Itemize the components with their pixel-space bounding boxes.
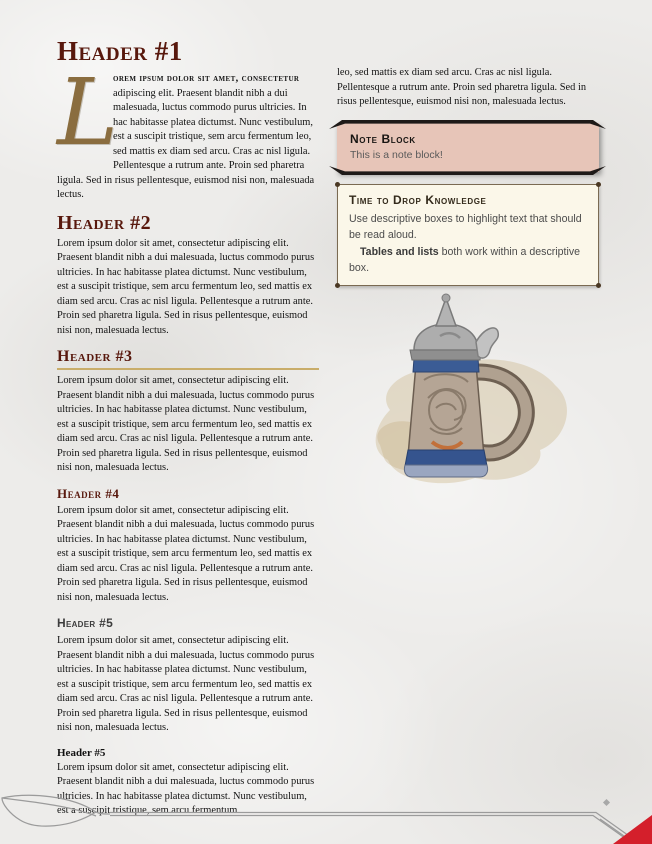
paragraph-text: adipiscing elit. Praesent blandit nibh a dui malesuada, luctus commodo purus ultricies. In hac habitasse platea dictumst. Nunc vestibulum, est a suscipit tristique, sem arcu fermentum leo, sed mattis ex diam sed arcu. Cras ac nisl ligula. Pellentesque a rutrum ante. Proin sed pharetra ligula. Sed in risus pellentesque, euismod nisi non, malesuada lectus.	[57, 87, 315, 200]
paragraph-text: Lorem ipsum dolor sit amet, consectetur adipiscing elit. Praesent blandit nibh a dui malesuada, luctus commodo purus ultricies. In hac habitasse platea dictumst. Nunc vestibulum, est a suscipit tristique, sem arcu fermentum leo, sed mattis ex diam sed arcu. Cras ac nisl ligula. Pellentesque a rutrum ante. Proin sed pharetra ligula. Sed in risus pellentesque, euismod nisi non, malesuada lectus.	[57, 635, 315, 733]
note-block-top-bar-decoration	[329, 120, 606, 129]
descriptive-box-line1: Use descriptive boxes to highlight text that should be read aloud.	[349, 212, 582, 241]
bold-lead-text: Tables and lists	[360, 245, 439, 258]
stein-bottom-blue-band	[405, 450, 487, 466]
line2-rest-text: both work within a descriptive box.	[349, 245, 581, 274]
paragraph-with-dropcap	[57, 59, 319, 203]
note-block-body: This is a note block!	[350, 148, 443, 161]
paragraph-text: Lorem ipsum dolor sit amet, consectetur adipiscing elit. Praesent blandit nibh a dui malesuada, luctus commodo purus ultricies. In hac habitasse platea dictumst. Nunc vestibulum, est a suscipit tristique, sem arcu fermentum	[57, 761, 315, 816]
corner-dot-icon	[596, 283, 601, 288]
lead-small-caps-text: orem ipsum dolor sit amet, consectetur	[113, 73, 300, 84]
header-5: Header #5	[57, 616, 114, 630]
note-block-bottom-bar-decoration	[329, 166, 606, 175]
section-4	[57, 485, 319, 606]
drop-cap-letter-icon: L	[57, 59, 119, 166]
header-6: Header #5	[57, 746, 106, 759]
section-2	[57, 211, 319, 339]
lid-finial-ball	[442, 294, 450, 302]
footer-decoration	[0, 792, 652, 844]
header-4: Header #4	[57, 485, 120, 501]
descriptive-box	[337, 184, 599, 286]
header-2: Header #2	[57, 211, 152, 234]
beer-stein-image	[350, 280, 580, 495]
corner-dot-icon	[335, 182, 340, 187]
footer-diamond-accent-icon	[603, 799, 610, 806]
footer-leaf-flourish-icon	[2, 795, 110, 826]
section-1	[57, 36, 319, 203]
lid-rim	[410, 350, 482, 360]
section-5	[57, 615, 319, 736]
section-3	[57, 347, 319, 476]
footer-rule-lines	[110, 813, 645, 842]
descriptive-box-title: Time to Drop Knowledge	[349, 192, 487, 207]
lid-thumb-lever	[476, 328, 498, 358]
left-column	[57, 36, 319, 824]
paragraph-text: Lorem ipsum dolor sit amet, consectetur adipiscing elit. Praesent blandit nibh a dui malesuada, luctus commodo purus ultricies. In hac habitasse platea dictumst. Nunc vestibulum, est a suscipit tristique, sem arcu fermentum leo, sed mattis ex diam sed arcu. Cras ac nisl ligula. Pellentesque a rutrum ante. Proin sed pharetra ligula. Sed in risus pellentesque, euismod nisi non, malesuada lectus.	[57, 504, 315, 603]
descriptive-box-line2	[349, 244, 587, 276]
right-column	[337, 66, 599, 286]
corner-dot-icon	[596, 182, 601, 187]
continuation-paragraph: leo, sed mattis ex diam sed arcu. Cras ac nisl ligula. Pellentesque a rutrum ante. Proin sed pharetra ligula. Sed in risus pellentesque, euismod nisi non, malesuada lectus.	[337, 67, 587, 107]
note-block-title: Note Block	[350, 131, 416, 146]
stein-body	[408, 364, 484, 456]
header-3: Header #3	[57, 347, 319, 370]
paragraph-text: Lorem ipsum dolor sit amet, consectetur adipiscing elit. Praesent blandit nibh a dui malesuada, luctus commodo purus ultricies. In hac habitasse platea dictumst. Nunc vestibulum, est a suscipit tristique, sem arcu fermentum leo, sed mattis ex diam sed arcu. Cras ac nisl ligula. Pellentesque a rutrum ante. Proin sed pharetra ligula. Sed in risus pellentesque, euismod nisi non, malesuada lectus.	[57, 375, 315, 473]
descriptive-box-body	[349, 211, 587, 276]
stein-foot	[404, 465, 487, 477]
corner-dot-icon	[335, 283, 340, 288]
header-1: Header #1	[57, 36, 183, 66]
lid-dome	[414, 324, 478, 350]
page-corner-triangle-icon	[613, 815, 652, 844]
note-block	[337, 123, 599, 172]
paragraph-text: Lorem ipsum dolor sit amet, consectetur adipiscing elit. Praesent blandit nibh a dui malesuada, luctus commodo purus ultricies. In hac habitasse platea dictumst. Nunc vestibulum, est a suscipit tristique, sem arcu fermentum leo, sed mattis ex diam sed arcu. Cras ac nisl ligula. Pellentesque a rutrum ante. Proin sed pharetra ligula. Sed in risus pellentesque, euismod nisi non, malesuada lectus.	[57, 237, 315, 336]
stein-illustration	[350, 280, 580, 495]
